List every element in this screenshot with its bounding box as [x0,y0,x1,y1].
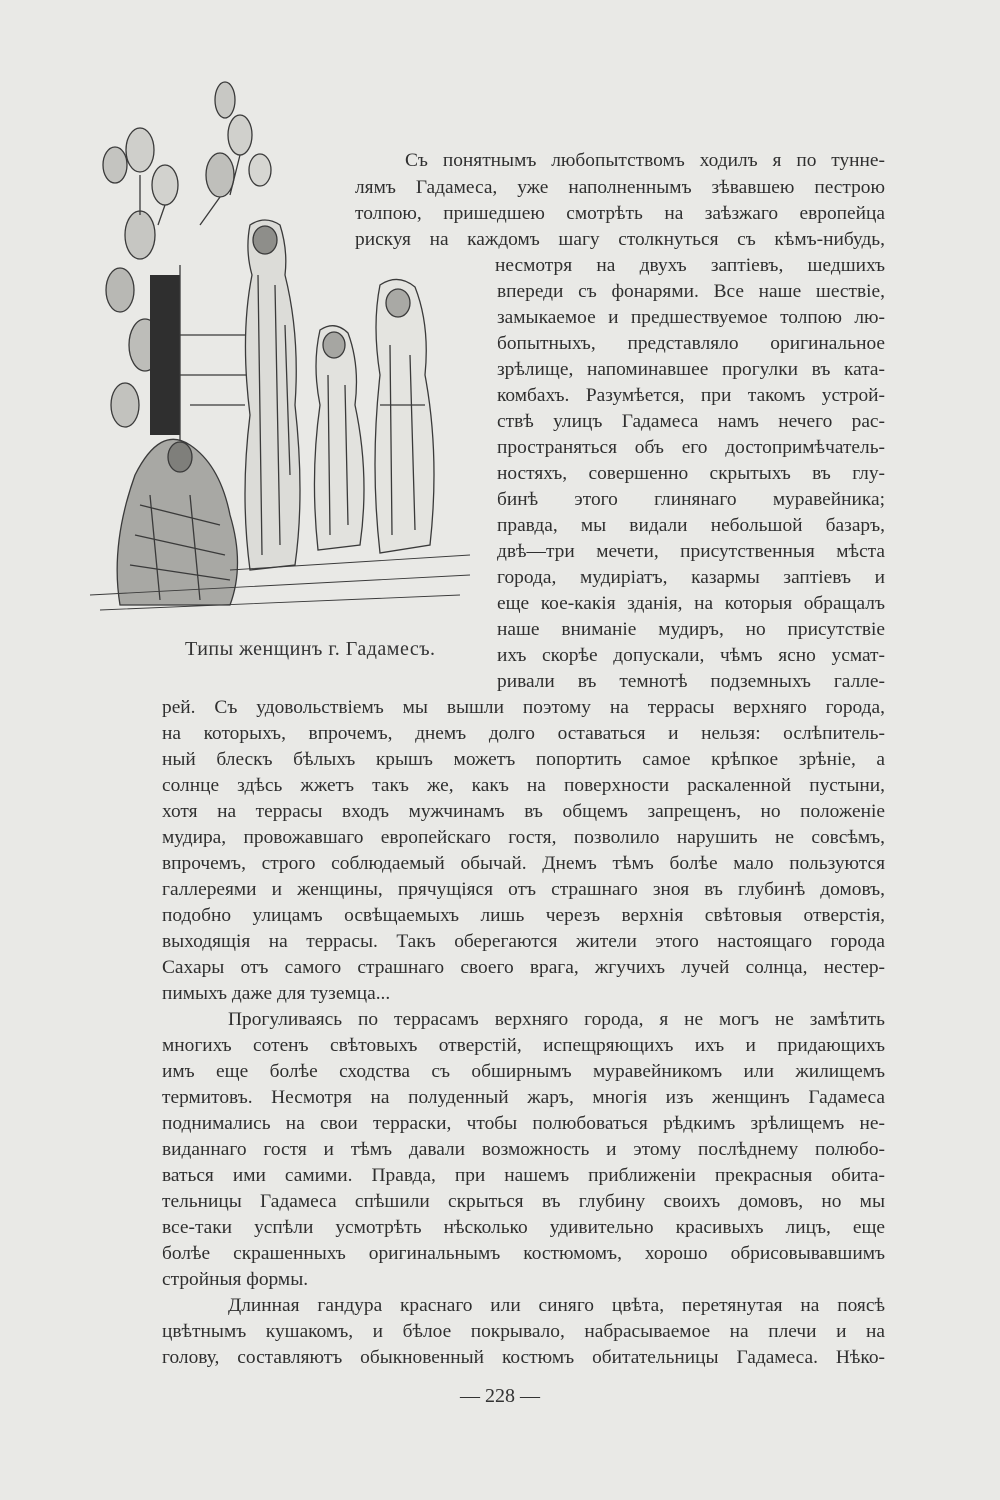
text-line: лямъ Гадамеса, уже наполненнымъ зѣвавшею пестрою [355,177,885,198]
text-line: Длинная гандура краснаго или синяго цвѣта, перетянутая на поясѣ [228,1295,885,1316]
text-line: имъ еще болѣе сходства съ обширнымъ муравейникомъ или жилищемъ [162,1061,885,1082]
text-line: ихъ скорѣе допускали, чѣмъ ясно усмат- [497,645,885,666]
text-line: галлереями и женщины, прячущіяся отъ страшнаго зноя въ глубинѣ домовъ, [162,879,885,900]
text-line: бинѣ этого глинянаго муравейника; [497,489,885,510]
text-line: толпою, пришедшею смотрѣть на заѣзжаго европейца [355,203,885,224]
text-line: правда, мы видали небольшой базаръ, [497,515,885,536]
text-line: впрочемъ, строго соблюдаемый обычай. Днемъ тѣмъ болѣе мало пользуются [162,853,885,874]
text-line: Съ понятнымъ любопытствомъ ходилъ я по тунне- [405,150,885,171]
illustration-caption: Типы женщинъ г. Гадамесъ. [185,638,436,660]
text-line: наше вниманіе мудиръ, но присутствіе [497,619,885,640]
text-line: болѣе скрашенныхъ оригинальнымъ костюмомъ, хорошо обрисовывавшимъ [162,1243,885,1264]
text-line: бопытныхъ, представляло оригинальное [497,333,885,354]
text-line: хотя на террасы входъ мужчинамъ въ общемъ запрещенъ, но положеніе [162,801,885,822]
text-line: рей. Съ удовольствіемъ мы вышли поэтому на террасы верхняго города, [162,697,885,718]
text-line: города, мудиріатъ, казармы заптіевъ и [497,567,885,588]
text-line: многихъ сотенъ свѣтовыхъ отверстій, испещряющихъ ихъ и придающихъ [162,1035,885,1056]
text-line: двѣ—три мечети, присутственныя мѣста [497,541,885,562]
text-line: еще кое-какія зданія, на которыя обращалъ [497,593,885,614]
text-line: впереди съ фонарями. Все наше шествіе, [497,281,885,302]
text-line: стройныя формы. [162,1269,309,1290]
text-line: мудира, провожавшаго европейскаго гостя, позволило нарушить не совсѣмъ, [162,827,885,848]
text-line: ностяхъ, совершенно скрытыхъ въ глу- [497,463,885,484]
text-line: ный блескъ бѣлыхъ крышъ можетъ попортить самое крѣпкое зрѣніе, а [162,749,885,770]
text-line: голову, составляютъ обыкновенный костюмъ обитательницы Гадамеса. Нѣко- [162,1347,885,1368]
text-line: рискуя на каждомъ шагу столкнуться съ кѣмъ-нибудь, [355,229,885,250]
text-line: комбахъ. Разумѣется, при такомъ устрой- [497,385,885,406]
text-line: подобно улицамъ освѣщаемыхъ лишь черезъ верхнія свѣтовыя отверстія, [162,905,885,926]
text-line: ривали въ темнотѣ подземныхъ галле- [497,671,885,692]
text-line: все-таки успѣли усмотрѣть нѣсколько удивительно красивыхъ лицъ, еще [162,1217,885,1238]
text-line: Сахары отъ самого страшнаго своего врага, жгучихъ лучей солнца, нестер- [162,957,885,978]
page-number: — 228 — [460,1385,540,1407]
text-line: зрѣлище, напоминавшее прогулки въ ката- [497,359,885,380]
text-line: термитовъ. Несмотря на полуденный жаръ, многія изъ женщинъ Гадамеса [162,1087,885,1108]
text-line: поднимались на свои терраски, чтобы полюбоваться рѣдкимъ зрѣлищемъ не- [162,1113,885,1134]
text-line: пимыхъ даже для туземца... [162,983,391,1004]
text-line: Прогуливаясь по террасамъ верхняго города, я не могъ не замѣтить [228,1009,885,1030]
text-line: солнце здѣсь жжетъ такъ же, какъ на поверхности раскаленной пустыни, [162,775,885,796]
text-line: виданнаго гостя и тѣмъ давали возможность и этому послѣднему полюбо- [162,1139,885,1160]
text-line: выходящія на террасы. Такъ оберегаются жители этого настоящаго города [162,931,885,952]
text-line: на которыхъ, впрочемъ, днемъ долго оставаться и нельзя: ослѣпитель- [162,723,885,744]
text-line: ваться ими самими. Правда, при нашемъ приближеніи прекрасныя обита- [162,1165,885,1186]
text-line: пространяться объ его достопримѣчатель- [497,437,885,458]
text-line: несмотря на двухъ заптіевъ, шедшихъ [495,255,885,276]
text-line: цвѣтнымъ кушакомъ, и бѣлое покрывало, набрасываемое на плечи и на [162,1321,885,1342]
text-line: ствѣ улицъ Гадамеса намъ нечего рас- [497,411,885,432]
text-line: тельницы Гадамеса спѣшили скрыться въ глубину своихъ домовъ, но мы [162,1191,885,1212]
text-line: замыкаемое и предшествуемое толпою лю- [497,307,885,328]
